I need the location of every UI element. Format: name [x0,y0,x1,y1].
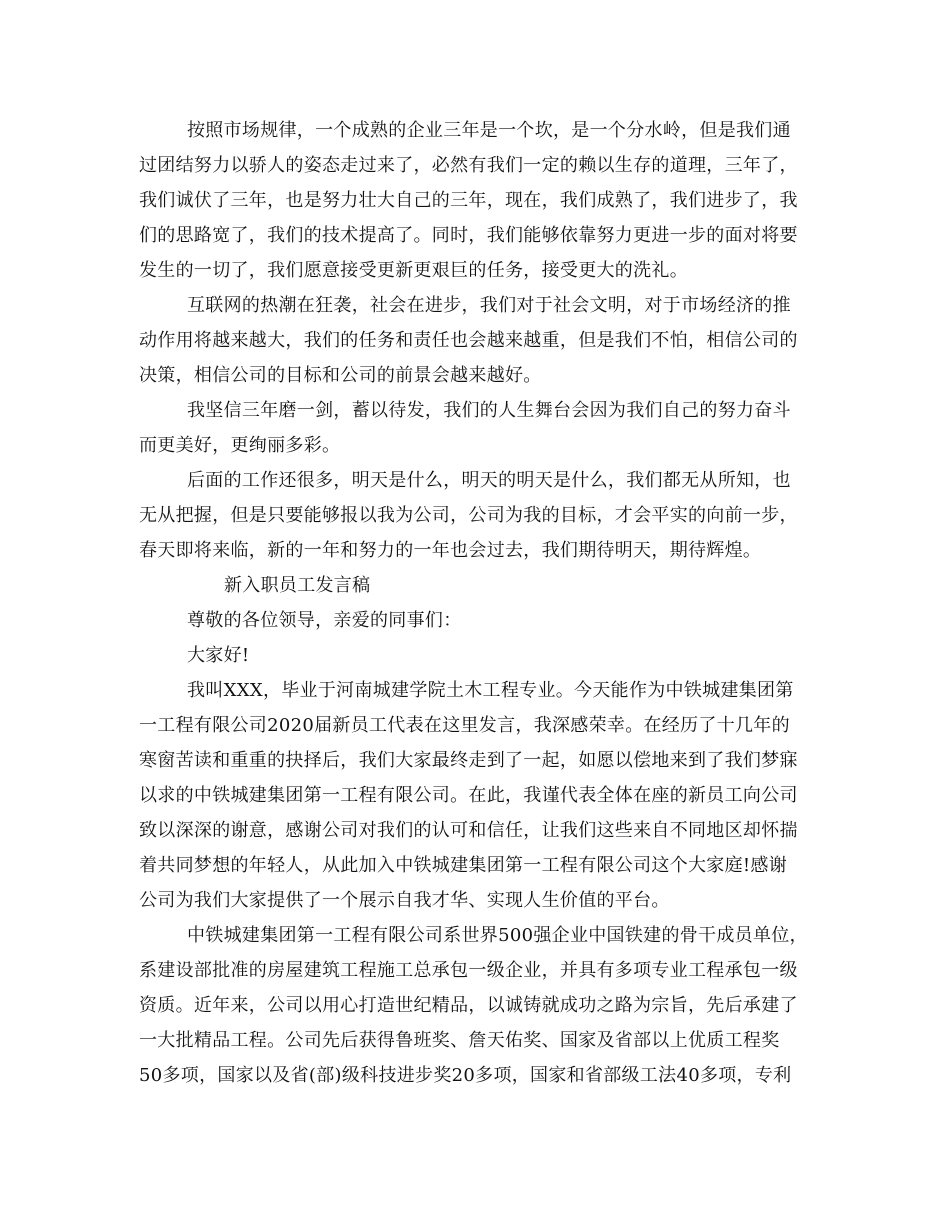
paragraph-line: 我坚信三年磨一剑，蓄以待发，我们的人生舞台会因为我们自己的努力奋斗 [187,400,791,421]
paragraph-line: 一工程有限公司2020届新员工代表在这里发言，我深感荣幸。在经历了十几年的 [139,715,790,736]
paragraph-line: 我们诚伏了三年，也是努力壮大自己的三年，现在，我们成熟了，我们进步了，我 [139,190,798,211]
paragraph-line: 以求的中铁城建集团第一工程有限公司。在此，我谨代表全体在座的新员工向公司 [139,785,798,806]
paragraph-line: 中铁城建集团第一工程有限公司系世界500强企业中国铁建的骨干成员单位， [187,925,808,946]
paragraph-line: 们的思路宽了，我们的技术提高了。同时，我们能够依靠努力更进一步的面对将要 [139,225,798,246]
paragraph-line: 一大批精品工程。公司先后获得鲁班奖、詹天佑奖、国家及省部以上优质工程奖 [139,1030,780,1051]
paragraph-line: 公司为我们大家提供了一个展示自我才华、实现人生价值的平台。 [139,890,670,911]
paragraph-line: 寒窗苦读和重重的抉择后，我们大家最终走到了一起，如愿以偿地来到了我们梦寐 [139,750,798,771]
paragraph-line: 我叫XXX，毕业于河南城建学院土木工程专业。今天能作为中铁城建集团第 [187,680,794,701]
section-title: 新入职员工发言稿 [224,575,371,596]
paragraph-line: 50多项，国家以及省(部)级科技进步奖20多项，国家和省部级工法40多项，专利 [139,1065,792,1086]
paragraph-line: 资质。近年来，公司以用心打造世纪精品，以诚铸就成功之路为宗旨，先后承建了 [139,995,798,1016]
paragraph-line: 而更美好，更绚丽多彩。 [139,435,341,456]
salutation: 尊敬的各位领导，亲爱的同事们： [187,610,462,631]
paragraph-line: 过团结努力以骄人的姿态走过来了，必然有我们一定的赖以生存的道理，三年了， [139,155,798,176]
paragraph-line: 按照市场规律，一个成熟的企业三年是一个坎，是一个分水岭，但是我们通 [187,120,791,141]
paragraph-line: 互联网的热潮在狂袭，社会在进步，我们对于社会文明，对于市场经济的推 [187,295,791,316]
paragraph-line: 无从把握，但是只要能够报以我为公司，公司为我的目标，才会平实的向前一步， [139,505,798,526]
paragraph-line: 着共同梦想的年轻人，从此加入中铁城建集团第一工程有限公司这个大家庭!感谢 [139,855,788,876]
paragraph-line: 春天即将来临，新的一年和努力的一年也会过去，我们期待明天，期待辉煌。 [139,540,762,561]
greeting: 大家好! [187,645,250,666]
paragraph-line: 动作用将越来越大，我们的任务和责任也会越来越重，但是我们不怕，相信公司的 [139,330,798,351]
paragraph-line: 后面的工作还很多，明天是什么，明天的明天是什么，我们都无从所知，也 [187,470,791,491]
paragraph-line: 发生的一切了，我们愿意接受更新更艰巨的任务，接受更大的洗礼。 [139,260,688,281]
paragraph-line: 决策，相信公司的目标和公司的前景会越来越好。 [139,365,542,386]
paragraph-line: 致以深深的谢意，感谢公司对我们的认可和信任，让我们这些来自不同地区却怀揣 [139,820,798,841]
paragraph-line: 系建设部批准的房屋建筑工程施工总承包一级企业，并具有多项专业工程承包一级 [139,960,798,981]
